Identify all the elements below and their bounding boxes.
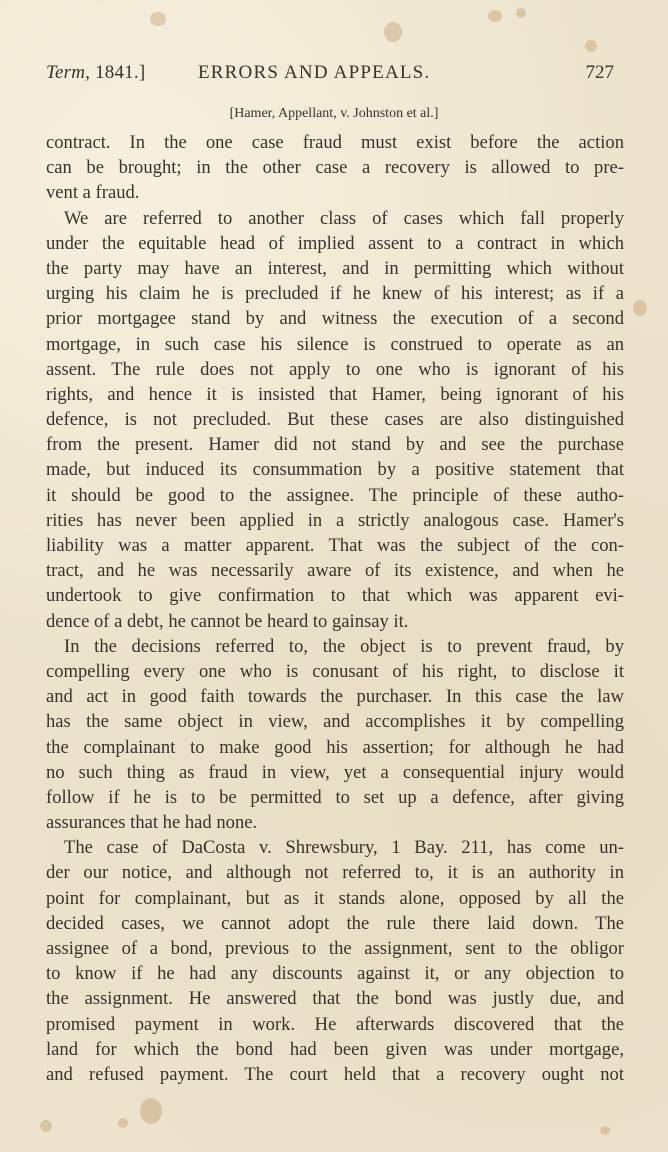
text-line: assignee of a bond, previous to the assignment, sent to the obligor — [46, 938, 624, 959]
text-line: promised payment in work. He afterwards discovered that the — [46, 1013, 624, 1035]
running-head — [46, 62, 618, 86]
text-line: liability was a matter apparent. That was the subject of the con- — [46, 535, 624, 556]
foxing-spot — [633, 300, 647, 316]
text-line: the party may have an interest, and in permitting which without — [46, 257, 624, 279]
text-line: from the present. Hamer did not stand by and see the purchase — [46, 434, 624, 456]
text-line: and act in good faith towards the purchaser. In this case the law — [46, 686, 624, 708]
foxing-spot — [150, 12, 166, 26]
foxing-spot — [600, 1126, 610, 1135]
text-line: to know if he had any discounts against it, or any objection to — [46, 963, 624, 985]
text-line: assurances that he had none. — [46, 812, 258, 834]
term-word: Term, — [46, 62, 91, 83]
text-line: tract, and he was necessarily aware of its existence, and when he — [46, 560, 624, 582]
text-line: decided cases, we cannot adopt the rule there laid down. The — [46, 912, 624, 934]
text-line: the assignment. He answered that the bond was justly due, and — [46, 988, 624, 1010]
text-line: We are referred to another class of cases which fall properly — [64, 207, 624, 229]
text-line: no such thing as fraud in view, yet a consequential injury would — [46, 761, 624, 783]
text-line: under the equitable head of implied assent to a contract in which — [46, 232, 624, 254]
text-line: dence of a debt, he cannot be heard to gainsay it. — [46, 610, 409, 632]
foxing-spot — [384, 22, 402, 42]
text-line: land for which the bond had been given was under mortgage, — [46, 1038, 624, 1060]
term-year: 1841.] — [90, 62, 146, 83]
text-line: it should be good to the assignee. The principle of these autho- — [46, 484, 624, 506]
text-line: and refused payment. The court held that a recovery ought not — [46, 1063, 624, 1085]
text-line: made, but induced its consummation by a positive statement that — [46, 459, 624, 481]
text-line: rities has never been applied in a strictly analogous case. Hamer's — [46, 509, 624, 531]
text-line: rights, and hence it is insisted that Hamer, being ignorant of his — [46, 383, 624, 405]
case-caption: [Hamer, Appellant, v. Johnston et al.] — [229, 106, 439, 121]
foxing-spot — [516, 8, 526, 18]
text-line: follow if he is to be permitted to set up a defence, after giving — [46, 786, 624, 808]
text-line: In the decisions referred to, the object is to prevent fraud, by — [64, 635, 624, 657]
text-line: contract. In the one case fraud must exist before the action — [46, 132, 624, 153]
text-line: has the same object in view, and accomplishes it by compelling — [46, 711, 624, 733]
text-line: the complainant to make good his assertion; for although he had — [46, 736, 624, 758]
foxing-spot — [40, 1120, 52, 1132]
body-text — [46, 130, 624, 1087]
text-line: The case of DaCosta v. Shrewsbury, 1 Bay. 211, has come un- — [64, 837, 624, 859]
text-line: compelling every one who is conusant of his right, to disclose it — [46, 660, 624, 682]
foxing-spot — [140, 1098, 162, 1124]
text-line: urging his claim he is precluded if he knew of his interest; as if a — [46, 283, 624, 305]
text-line: assent. The rule does not apply to one who is ignorant of his — [46, 358, 624, 380]
foxing-spot — [585, 40, 597, 52]
text-line: der our notice, and although not referred to, it is an authority in — [46, 862, 624, 884]
term-label — [46, 62, 145, 84]
section-title: ERRORS AND APPEALS. — [198, 62, 431, 83]
text-line: can be brought; in the other case a recovery is allowed to pre- — [46, 157, 624, 179]
text-line: undertook to give confirmation to that which was apparent evi- — [46, 585, 624, 607]
text-line: prior mortgagee stand by and witness the execution of a second — [46, 308, 624, 330]
foxing-spot — [488, 10, 502, 22]
page-number: 727 — [585, 62, 614, 83]
text-line: mortgage, in such case his silence is construed to operate as an — [46, 333, 624, 355]
foxing-spot — [118, 1118, 128, 1128]
text-line: point for complainant, but as it stands alone, opposed by all the — [46, 887, 624, 909]
text-line: vent a fraud. — [46, 182, 140, 204]
text-line: defence, is not precluded. But these cases are also distinguished — [46, 409, 624, 431]
